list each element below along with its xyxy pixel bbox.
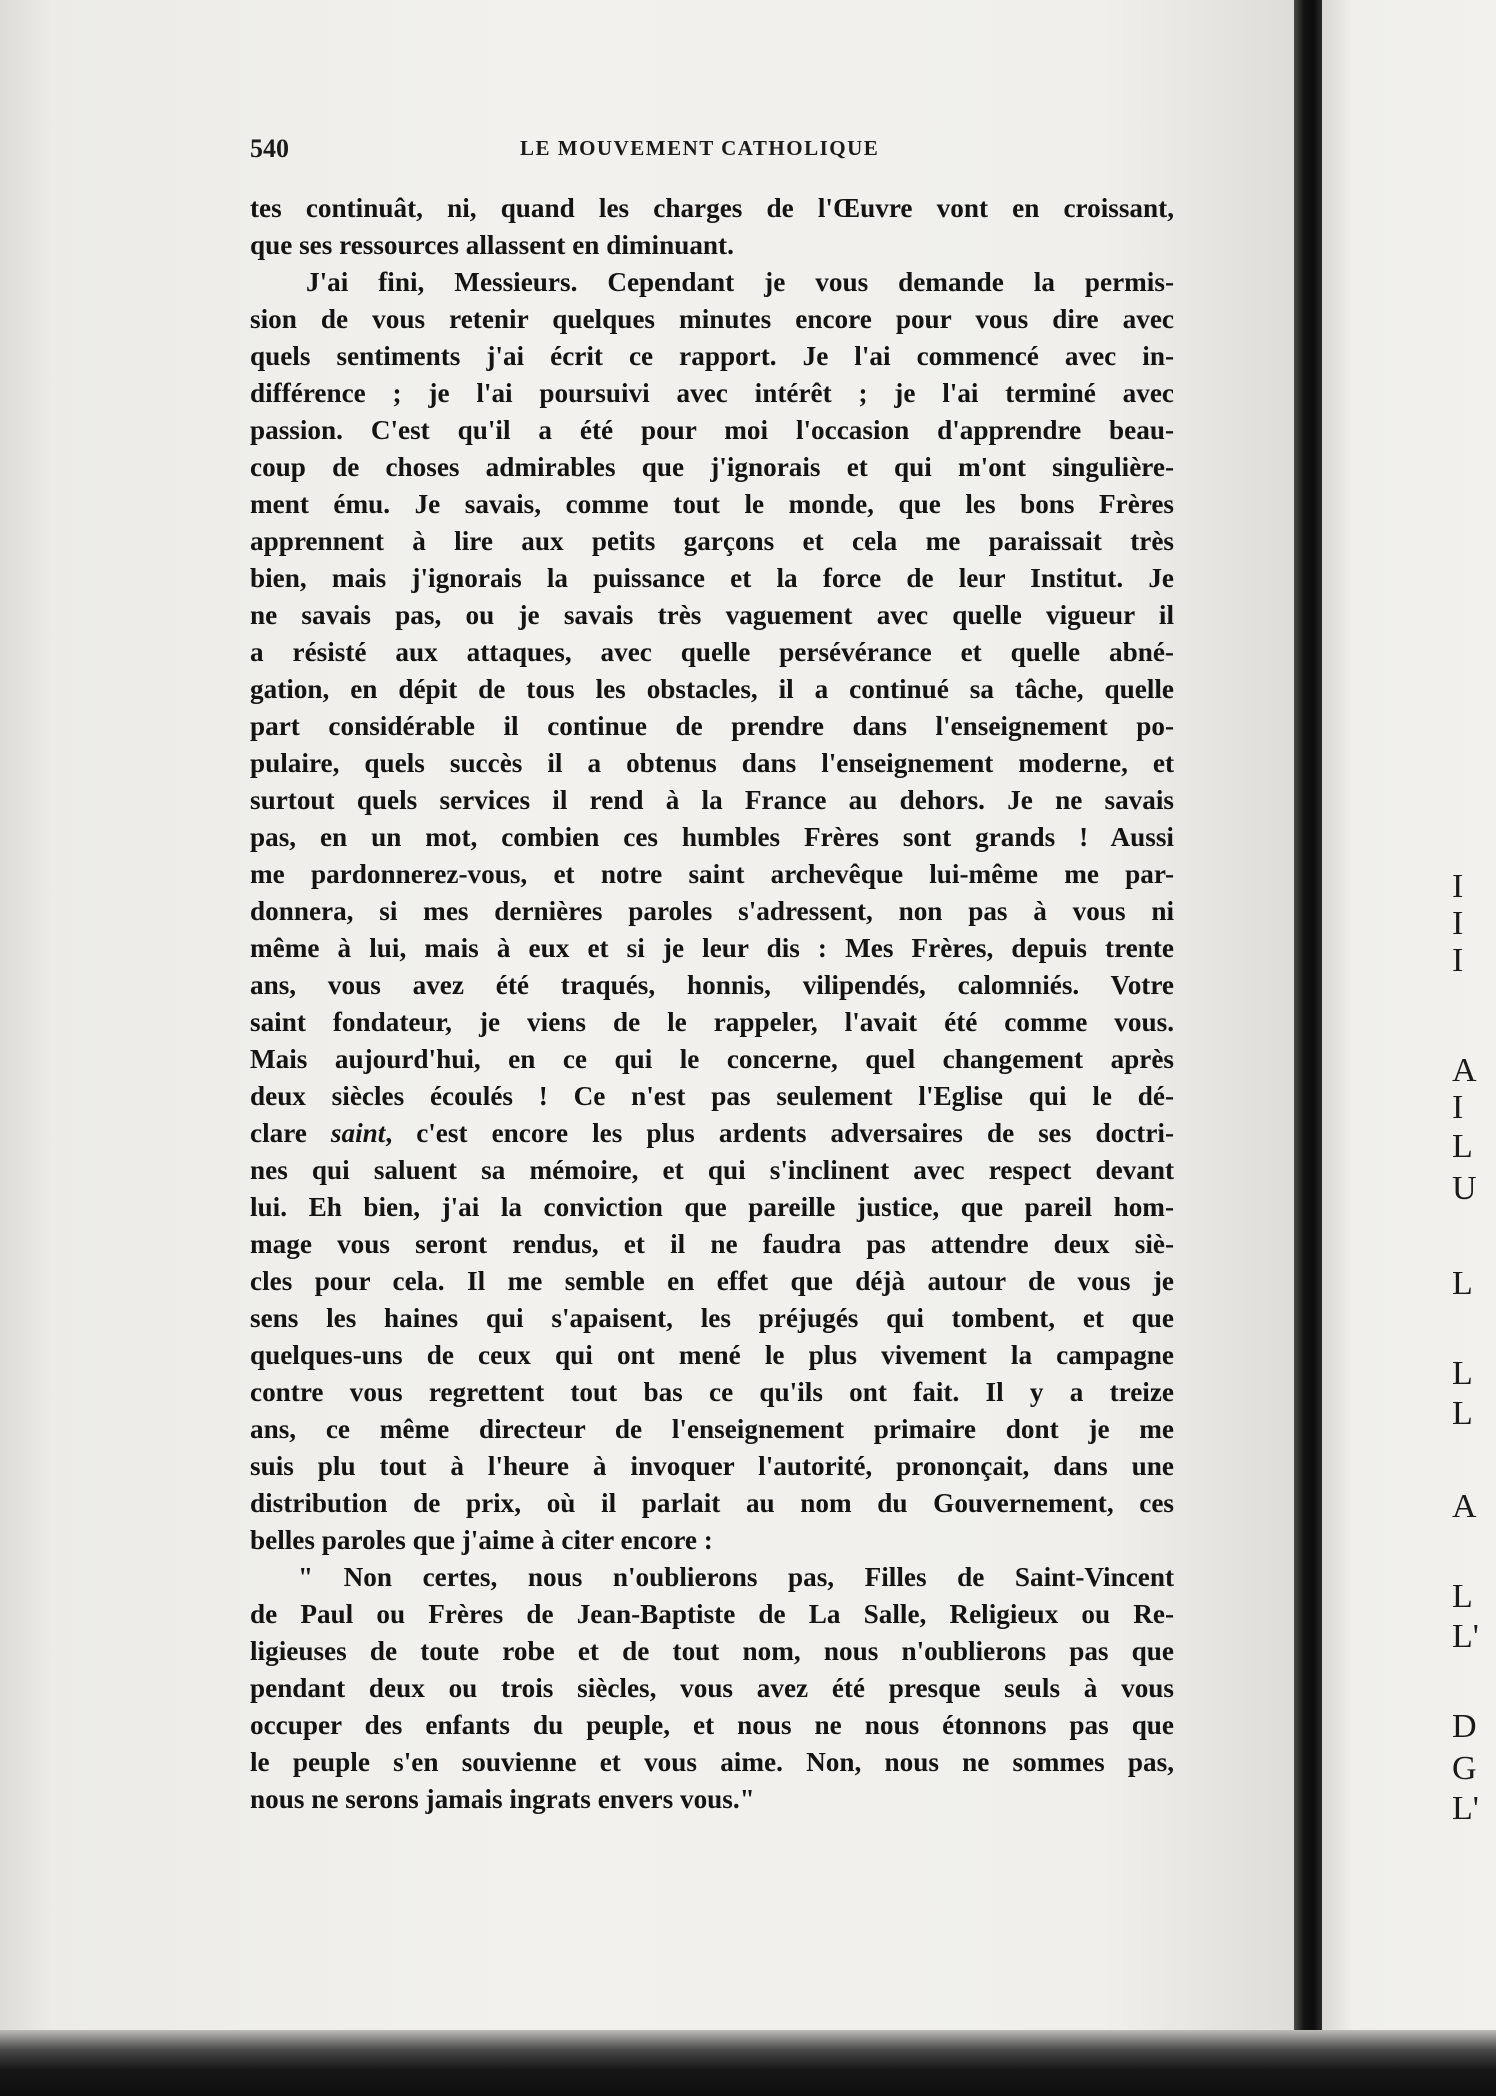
facing-letter: A	[1452, 1052, 1477, 1089]
text-fragment: clare	[250, 1118, 331, 1148]
text-line: tes continuât, ni, quand les charges de l'Œuvre vont en croissant,	[250, 193, 1174, 223]
text-line: Mais aujourd'hui, en ce qui le concerne, quel changement après	[250, 1044, 1174, 1074]
text-line: sion de vous retenir quelques minutes encore pour vous dire avec	[250, 304, 1174, 334]
quote-line: pendant deux ou trois siècles, vous avez été presque seuls à vous	[250, 1673, 1174, 1703]
text-line: me pardonnerez-vous, et notre saint archevêque lui-même me par-	[250, 859, 1174, 889]
quote-line: le peuple s'en souvienne et vous aime. Non, nous ne sommes pas,	[250, 1747, 1174, 1777]
text-line: distribution de prix, où il parlait au nom du Gouvernement, ces	[250, 1488, 1174, 1518]
quote-line: occuper des enfants du peuple, et nous ne nous étonnons pas que	[250, 1710, 1174, 1740]
italic-word: saint	[330, 1118, 386, 1148]
facing-letter: L	[1452, 1265, 1473, 1302]
page-number: 540	[250, 134, 289, 163]
facing-letter: I	[1452, 942, 1464, 979]
text-line: sens les haines qui s'apaisent, les préjugés qui tombent, et que	[250, 1303, 1174, 1333]
text-line: ans, vous avez été traqués, honnis, vilipendés, calomniés. Votre	[250, 970, 1174, 1000]
text-line: gation, en dépit de tous les obstacles, il a continué sa tâche, quelle	[250, 674, 1174, 704]
text-line: quels sentiments j'ai écrit ce rapport. Je l'ai commencé avec in-	[250, 341, 1174, 371]
text-line: passion. C'est qu'il a été pour moi l'occasion d'apprendre beau-	[250, 415, 1174, 445]
text-line: différence ; je l'ai poursuivi avec intérêt ; je l'ai terminé avec	[250, 378, 1174, 408]
text-fragment: , c'est encore les plus ardents adversaires de ses doctri-	[385, 1118, 1174, 1148]
text-line: J'ai fini, Messieurs. Cependant je vous demande la permis-	[306, 267, 1174, 297]
facing-letter: L	[1452, 1128, 1473, 1165]
page-header	[250, 134, 1180, 170]
text-line: a résisté aux attaques, avec quelle persévérance et quelle abné-	[250, 637, 1174, 667]
text-line: quelques-uns de ceux qui ont mené le plus vivement la campagne	[250, 1340, 1174, 1370]
text-line: saint fondateur, je viens de le rappeler, l'avait été comme vous.	[250, 1007, 1174, 1037]
facing-letter: L	[1452, 1355, 1473, 1392]
text-line: surtout quels services il rend à la France au dehors. Je ne savais	[250, 785, 1174, 815]
facing-letter: I	[1452, 868, 1464, 905]
facing-letter: I	[1452, 905, 1464, 942]
quote-line: ligieuses de toute robe et de tout nom, nous n'oublierons pas que	[250, 1636, 1174, 1666]
text-line: ment ému. Je savais, comme tout le monde, que les bons Frères	[250, 489, 1174, 519]
text-line: belles paroles que j'aime à citer encore :	[250, 1525, 713, 1555]
facing-letter: D	[1452, 1708, 1477, 1745]
facing-page-fragments	[1452, 0, 1496, 2040]
running-head: LE MOUVEMENT CATHOLIQUE	[520, 136, 880, 160]
quote-line: de Paul ou Frères de Jean-Baptiste de La Salle, Religieux ou Re-	[250, 1599, 1174, 1629]
facing-letter: A	[1452, 1488, 1477, 1525]
text-line: deux siècles écoulés ! Ce n'est pas seulement l'Eglise qui le dé-	[250, 1081, 1174, 1111]
facing-letter: I	[1452, 1089, 1464, 1126]
text-line: ans, ce même directeur de l'enseignement primaire dont je me	[250, 1414, 1174, 1444]
facing-letter: L	[1452, 1395, 1473, 1432]
facing-letter: L'	[1452, 1618, 1479, 1655]
text-line: apprennent à lire aux petits garçons et cela me paraissait très	[250, 526, 1174, 556]
facing-letter: G	[1452, 1750, 1477, 1787]
text-line: cles pour cela. Il me semble en effet que déjà autour de vous je	[250, 1266, 1174, 1296]
facing-letter: L	[1452, 1578, 1473, 1615]
text-line: pulaire, quels succès il a obtenus dans l'enseignement moderne, et	[250, 748, 1174, 778]
text-line: ne savais pas, ou je savais très vaguement avec quelle vigueur il	[250, 600, 1174, 630]
book-gutter	[1294, 0, 1322, 2040]
quote-line: nous ne serons jamais ingrats envers vous."	[250, 1784, 755, 1814]
text-line: part considérable il continue de prendre dans l'enseignement po-	[250, 711, 1174, 741]
text-line: nes qui saluent sa mémoire, et qui s'inclinent avec respect devant	[250, 1155, 1174, 1185]
quote-line: " Non certes, nous n'oublierons pas, Filles de Saint-Vincent	[298, 1562, 1174, 1592]
text-line: même à lui, mais à eux et si je leur dis : Mes Frères, depuis trente	[250, 933, 1174, 963]
text-line: donnera, si mes dernières paroles s'adressent, non pas à vous ni	[250, 896, 1174, 926]
facing-letter: U	[1452, 1170, 1477, 1207]
text-line: coup de choses admirables que j'ignorais et qui m'ont singulière-	[250, 452, 1174, 482]
text-line: pas, en un mot, combien ces humbles Frères sont grands ! Aussi	[250, 822, 1174, 852]
text-line: lui. Eh bien, j'ai la conviction que pareille justice, que pareil hom-	[250, 1192, 1174, 1222]
text-line: bien, mais j'ignorais la puissance et la force de leur Institut. Je	[250, 563, 1174, 593]
text-line	[250, 1115, 1174, 1152]
text-line: suis plu tout à l'heure à invoquer l'autorité, prononçait, dans une	[250, 1451, 1174, 1481]
text-line: que ses ressources allassent en diminuant.	[250, 230, 734, 260]
facing-letter: L'	[1452, 1790, 1479, 1827]
body-text	[250, 190, 1174, 1818]
text-line: contre vous regrettent tout bas ce qu'ils ont fait. Il y a treize	[250, 1377, 1174, 1407]
page-bottom-shadow	[0, 2030, 1496, 2096]
text-line: mage vous seront rendus, et il ne faudra pas attendre deux siè-	[250, 1229, 1174, 1259]
